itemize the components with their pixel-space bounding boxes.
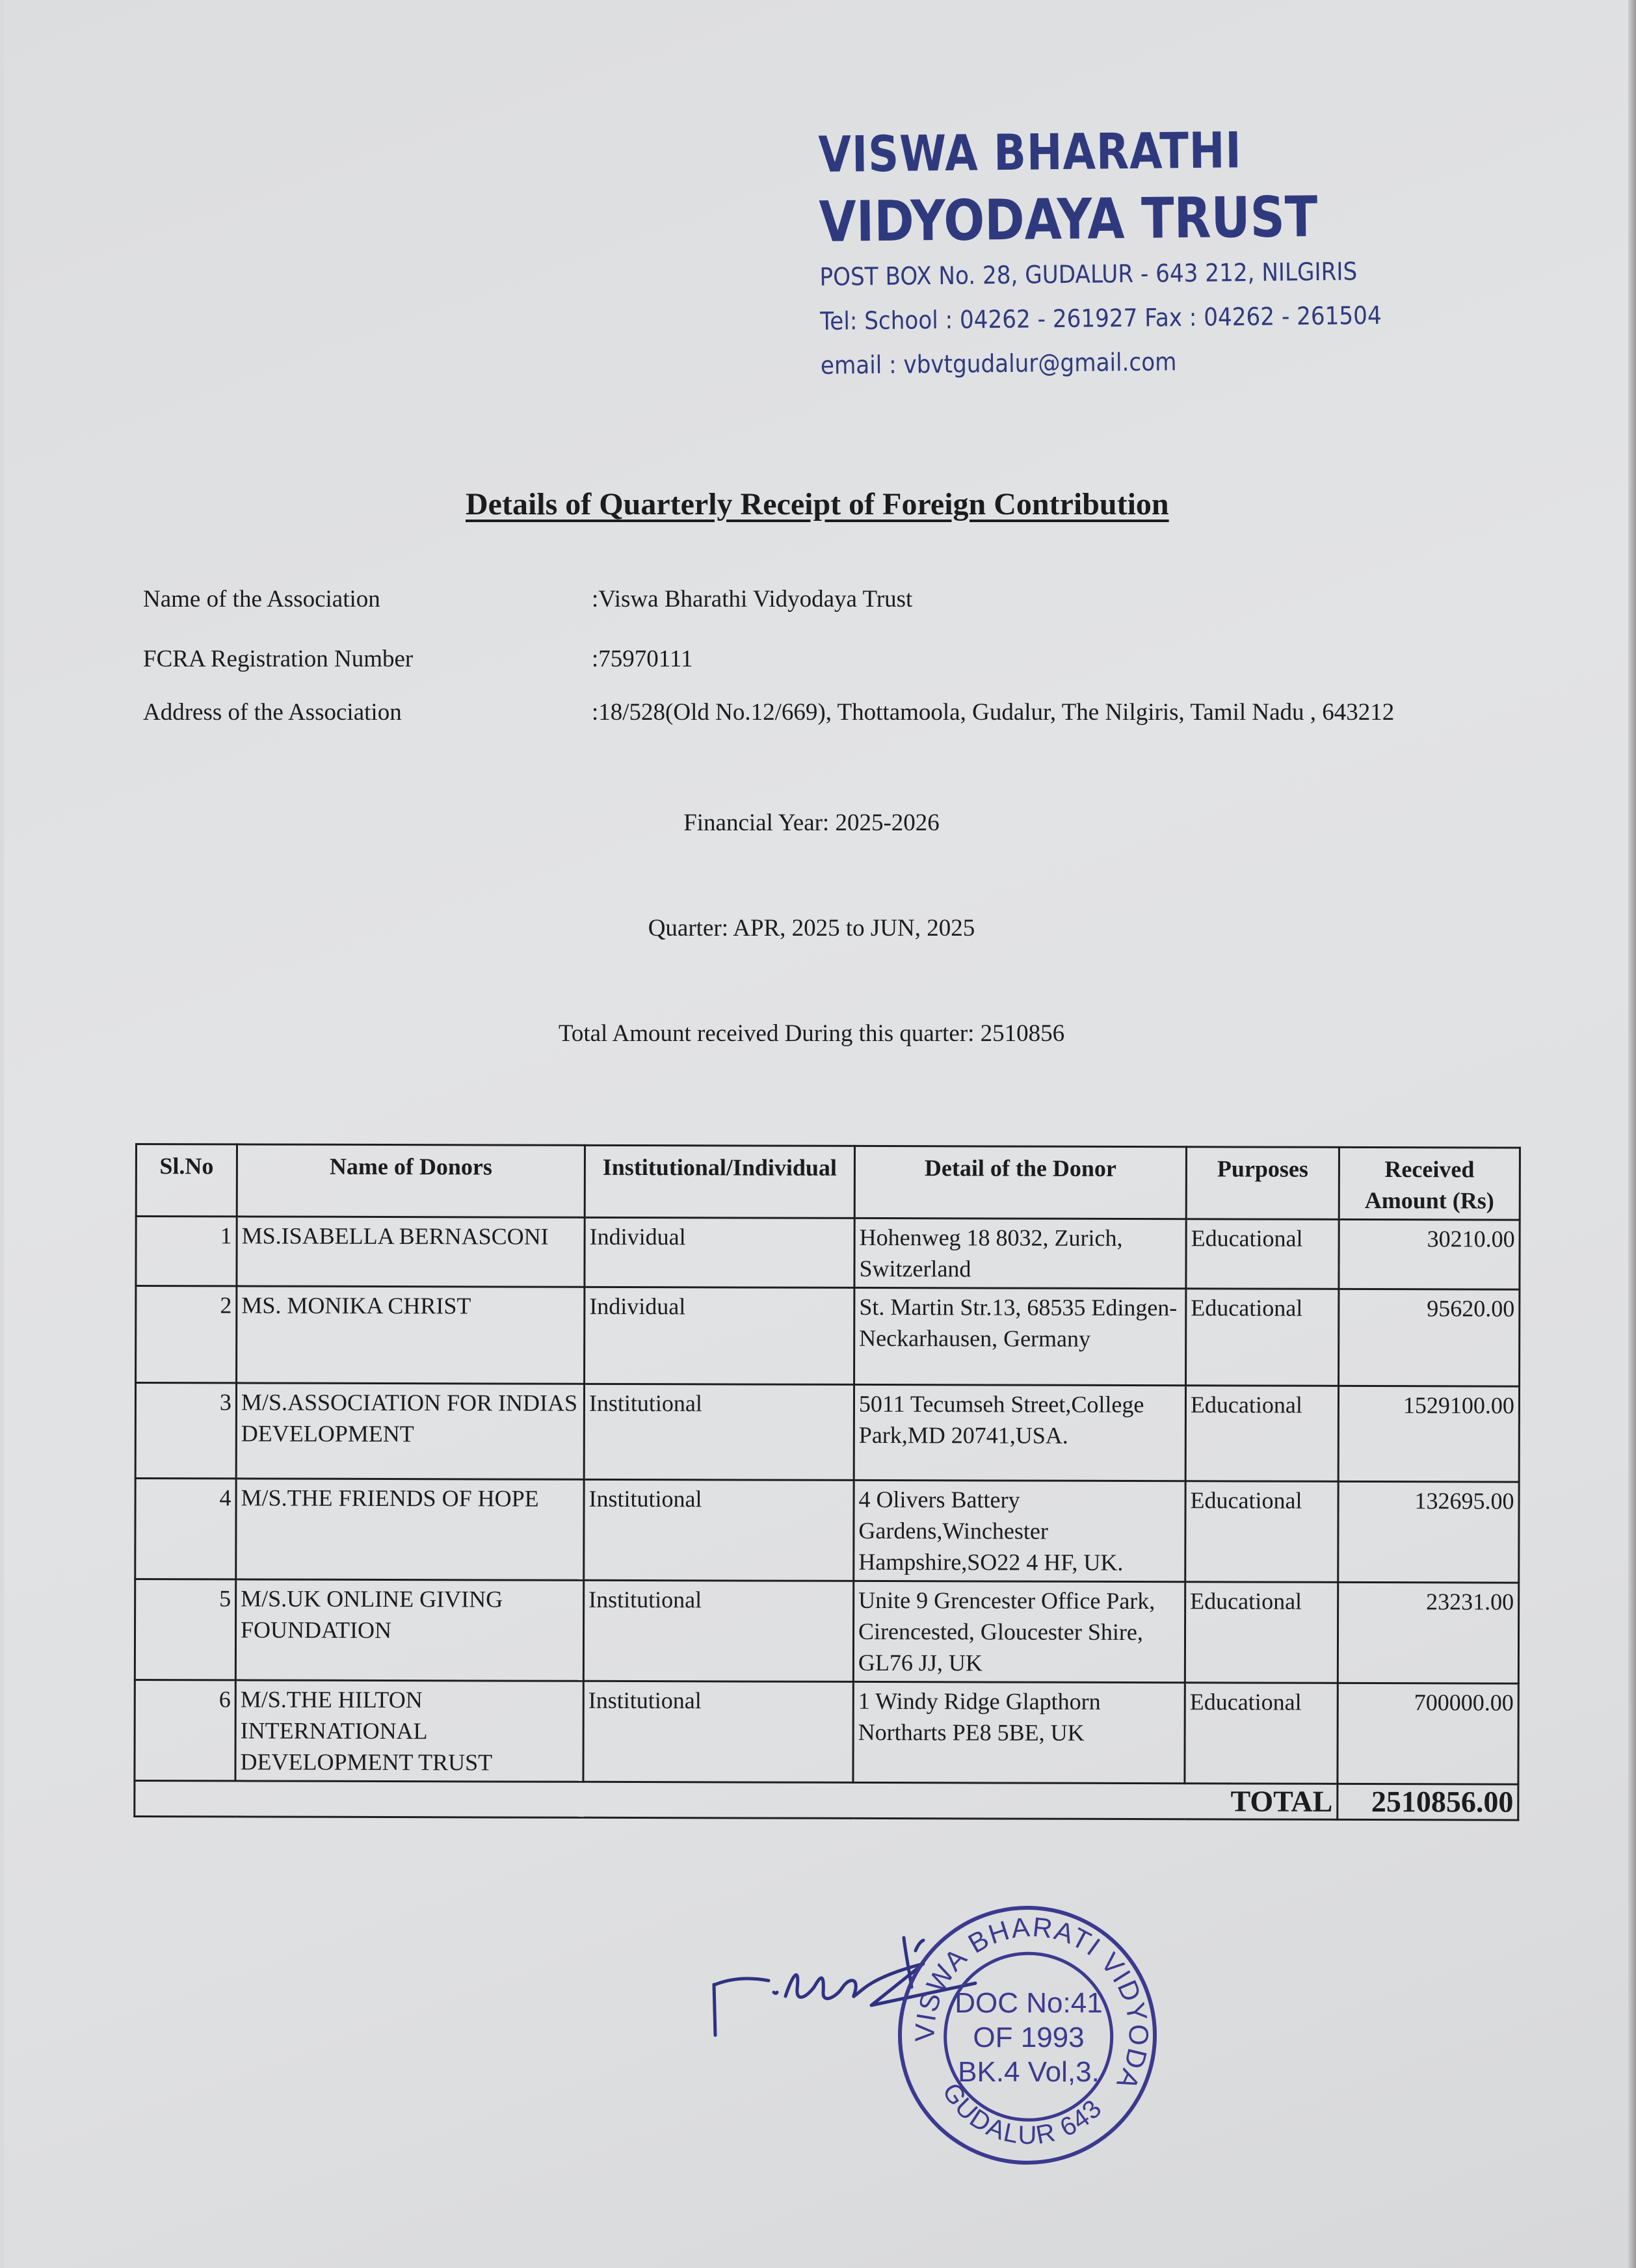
field-label-association-address: Address of the Association: [143, 699, 402, 726]
org-email: email : vbvtgudalur@gmail.com: [820, 347, 1177, 380]
header-donor-type: Institutional/Individual: [585, 1145, 854, 1218]
table-row: [135, 1680, 1518, 1785]
org-name-line1: VISWA BHARATHI: [818, 121, 1242, 183]
cell-amount: 30210.00: [1339, 1219, 1520, 1289]
org-name-line2: VIDYODAYA TRUST: [819, 184, 1318, 255]
document-title: Details of Quarterly Receipt of Foreign Contribution: [466, 487, 1169, 521]
cell-purpose: Educational: [1186, 1219, 1339, 1289]
stamp-ring-top-text: VISWA BHARATI VIDYODAYA: [909, 1911, 1154, 2094]
table-total-row: [135, 1781, 1518, 1821]
cell-donor-name: M/S.UK ONLINE GIVING FOUNDATION: [235, 1579, 583, 1681]
org-phone-fax: Tel: School : 04262 - 261927 Fax : 04262 - 261504: [819, 300, 1382, 336]
field-label-association-name: Name of the Association: [143, 586, 380, 613]
cell-donor-detail: 5011 Tecumseh Street,College Park,MD 20741,USA.: [854, 1384, 1185, 1481]
cell-amount: 1529100.00: [1338, 1386, 1519, 1482]
cell-donor-name: MS.ISABELLA BERNASCONI: [237, 1217, 585, 1287]
org-postal-address: POST BOX No. 28, GUDALUR - 643 212, NILGIRIS: [819, 257, 1358, 291]
table-header-row: [136, 1144, 1520, 1220]
table-row: [136, 1217, 1520, 1290]
cell-donor-type: Institutional: [583, 1681, 853, 1782]
total-amount: 2510856.00: [1338, 1784, 1518, 1820]
cell-donor-name: MS. MONIKA CHRIST: [237, 1286, 585, 1384]
cell-donor-type: Institutional: [584, 1479, 854, 1581]
cell-donor-detail: 4 Olivers Battery Gardens,Winchester Hampshire,SO22 4 HF, UK.: [854, 1480, 1185, 1581]
stamp-book-volume: BK.4 Vol,3.: [958, 2056, 1100, 2088]
financial-year: Financial Year: 2025-2026: [683, 810, 940, 836]
table-row: [135, 1579, 1518, 1684]
cell-sl-no: 4: [135, 1479, 236, 1579]
cell-donor-name: M/S.THE FRIENDS OF HOPE: [236, 1479, 584, 1580]
cell-purpose: Educational: [1185, 1481, 1338, 1583]
cell-donor-detail: Hohenweg 18 8032, Zurich, Switzerland: [854, 1218, 1186, 1288]
cell-amount: 23231.00: [1338, 1582, 1518, 1683]
cell-purpose: Educational: [1185, 1683, 1338, 1784]
header-donor-detail: Detail of the Donor: [854, 1146, 1186, 1219]
field-value-fcra-number: :75970111: [592, 646, 693, 672]
letterhead: [818, 117, 1445, 388]
cell-donor-name: M/S.THE HILTON INTERNATIONAL DEVELOPMENT TRUST: [235, 1680, 583, 1782]
donor-table: [133, 1143, 1521, 1821]
header-received-amount: Received Amount (Rs): [1339, 1147, 1520, 1220]
cell-donor-detail: 1 Windy Ridge Glapthorn Northarts PE8 5BE, UK: [853, 1681, 1185, 1783]
field-label-fcra-number: FCRA Registration Number: [143, 646, 414, 672]
cell-sl-no: 1: [136, 1217, 237, 1286]
table-row: [135, 1383, 1519, 1483]
field-value-association-address: :18/528(Old No.12/669), Thottamoola, Gudalur, The Nilgiris, Tamil Nadu , 643212: [592, 699, 1395, 726]
cell-donor-type: Individual: [585, 1287, 854, 1384]
cell-donor-detail: Unite 9 Grencester Office Park, Cirencested, Gloucester Shire, GL76 JJ, UK: [853, 1581, 1185, 1682]
cell-donor-type: Institutional: [584, 1384, 854, 1480]
quarter-total-line: Total Amount received During this quarter: 2510856: [558, 1020, 1065, 1047]
cell-purpose: Educational: [1185, 1582, 1338, 1683]
cell-purpose: Educational: [1186, 1289, 1339, 1386]
header-donor-name: Name of Donors: [237, 1144, 585, 1217]
official-stamp: [891, 1899, 1164, 2172]
cell-donor-type: Institutional: [583, 1580, 853, 1681]
header-sl-no: Sl.No: [136, 1144, 237, 1217]
stamp-ring-bottom-text: GUDALUR 643: [936, 2077, 1109, 2150]
cell-donor-detail: St. Martin Str.13, 68535 Edingen-Neckarhausen, Germany: [854, 1287, 1186, 1385]
cell-amount: 132695.00: [1338, 1481, 1519, 1583]
cell-sl-no: 5: [135, 1579, 235, 1680]
table-row: [136, 1286, 1520, 1387]
cell-sl-no: 6: [135, 1680, 235, 1781]
cell-purpose: Educational: [1185, 1386, 1338, 1482]
cell-amount: 95620.00: [1339, 1289, 1520, 1386]
total-label: TOTAL: [135, 1781, 1338, 1820]
cell-amount: 700000.00: [1338, 1683, 1518, 1784]
field-value-association-name: :Viswa Bharathi Vidyodaya Trust: [592, 586, 913, 613]
cell-sl-no: 2: [136, 1286, 237, 1383]
stamp-doc-number: DOC No:41: [955, 1987, 1103, 2019]
stamp-year: OF 1993: [973, 2022, 1085, 2053]
table-row: [135, 1479, 1519, 1583]
header-purposes: Purposes: [1186, 1147, 1339, 1220]
cell-donor-name: M/S.ASSOCIATION FOR INDIAS DEVELOPMENT: [236, 1383, 584, 1479]
cell-sl-no: 3: [135, 1383, 236, 1479]
paper-edge: [1628, 0, 1636, 2268]
cell-donor-type: Individual: [585, 1217, 854, 1287]
quarter-range: Quarter: APR, 2025 to JUN, 2025: [648, 915, 975, 942]
